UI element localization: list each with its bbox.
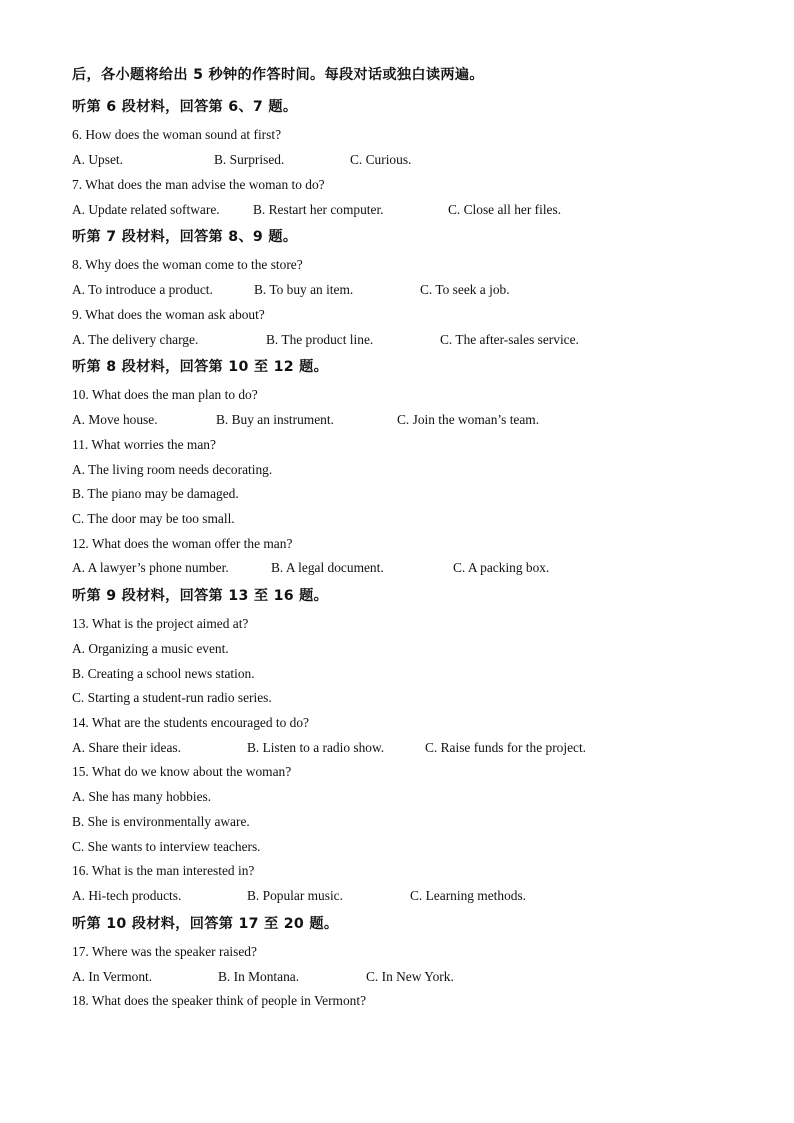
q9-option-b: B. The product line. <box>266 332 374 347</box>
q16-option-a: A. Hi-tech products. <box>72 888 182 903</box>
q11-option-c: C. The door may be too small. <box>72 511 235 526</box>
q16-option-b: B. Popular music. <box>247 888 343 903</box>
q13-option-b: B. Creating a school news station. <box>72 666 255 681</box>
q7-option-a: A. Update related software. <box>72 202 220 217</box>
q15-option-c: C. She wants to interview teachers. <box>72 839 261 854</box>
q8-option-c: C. To seek a job. <box>420 282 510 297</box>
question-9: 9. What does the woman ask about? <box>72 307 265 322</box>
q12-option-b: B. A legal document. <box>271 560 384 575</box>
q13-option-c: C. Starting a student-run radio series. <box>72 690 272 705</box>
q17-option-b: B. In Montana. <box>218 969 300 984</box>
q11-option-b: B. The piano may be damaged. <box>72 486 239 501</box>
q9-option-a: A. The delivery charge. <box>72 332 199 347</box>
q17-option-a: A. In Vermont. <box>72 969 153 984</box>
q6-option-b: B. Surprised. <box>214 152 285 167</box>
q8-option-b: B. To buy an item. <box>254 282 354 297</box>
q12-option-c: C. A packing box. <box>453 560 550 575</box>
question-6: 6. How does the woman sound at first? <box>72 127 282 142</box>
q17-option-c: C. In New York. <box>366 969 454 984</box>
question-18: 18. What does the speaker think of people in Vermont? <box>72 993 367 1008</box>
question-10: 10. What does the man plan to do? <box>72 387 258 402</box>
question-13: 13. What is the project aimed at? <box>72 616 249 631</box>
question-17: 17. Where was the speaker raised? <box>72 944 257 959</box>
q14-option-a: A. Share their ideas. <box>72 740 181 755</box>
section-heading-9: 听第 9 段材料，回答第 13 至 16 题。 <box>72 588 329 604</box>
q15-option-a: A. She has many hobbies. <box>72 789 212 804</box>
question-12: 12. What does the woman offer the man? <box>72 536 293 551</box>
q8-option-a: A. To introduce a product. <box>72 282 213 297</box>
section-heading-8: 听第 8 段材料，回答第 10 至 12 题。 <box>72 359 329 375</box>
q14-option-b: B. Listen to a radio show. <box>247 740 385 755</box>
q15-option-b: B. She is environmentally aware. <box>72 814 250 829</box>
instructions-text: 后，各小题将给出 5 秒钟的作答时间。每段对话或独白读两遍。 <box>72 67 484 83</box>
question-16: 16. What is the man interested in? <box>72 863 255 878</box>
q7-option-b: B. Restart her computer. <box>253 202 384 217</box>
q10-option-c: C. Join the woman’s team. <box>397 412 540 427</box>
q9-option-c: C. The after-sales service. <box>440 332 579 347</box>
q12-option-a: A. A lawyer’s phone number. <box>72 560 229 575</box>
section-heading-7: 听第 7 段材料，回答第 8、9 题。 <box>72 229 298 245</box>
question-14: 14. What are the students encouraged to do? <box>72 715 309 730</box>
question-15: 15. What do we know about the woman? <box>72 764 292 779</box>
question-11: 11. What worries the man? <box>72 437 216 452</box>
q16-option-c: C. Learning methods. <box>410 888 527 903</box>
q11-option-a: A. The living room needs decorating. <box>72 462 273 477</box>
q13-option-a: A. Organizing a music event. <box>72 641 229 656</box>
q14-option-c: C. Raise funds for the project. <box>425 740 587 755</box>
q10-option-a: A. Move house. <box>72 412 158 427</box>
q6-option-a: A. Upset. <box>72 152 123 167</box>
q6-option-c: C. Curious. <box>350 152 412 167</box>
section-heading-6: 听第 6 段材料，回答第 6、7 题。 <box>72 99 298 115</box>
question-8: 8. Why does the woman come to the store? <box>72 257 303 272</box>
section-heading-10: 听第 10 段材料，回答第 17 至 20 题。 <box>72 916 339 932</box>
q7-option-c: C. Close all her files. <box>448 202 562 217</box>
question-7: 7. What does the man advise the woman to do? <box>72 177 325 192</box>
q10-option-b: B. Buy an instrument. <box>216 412 334 427</box>
